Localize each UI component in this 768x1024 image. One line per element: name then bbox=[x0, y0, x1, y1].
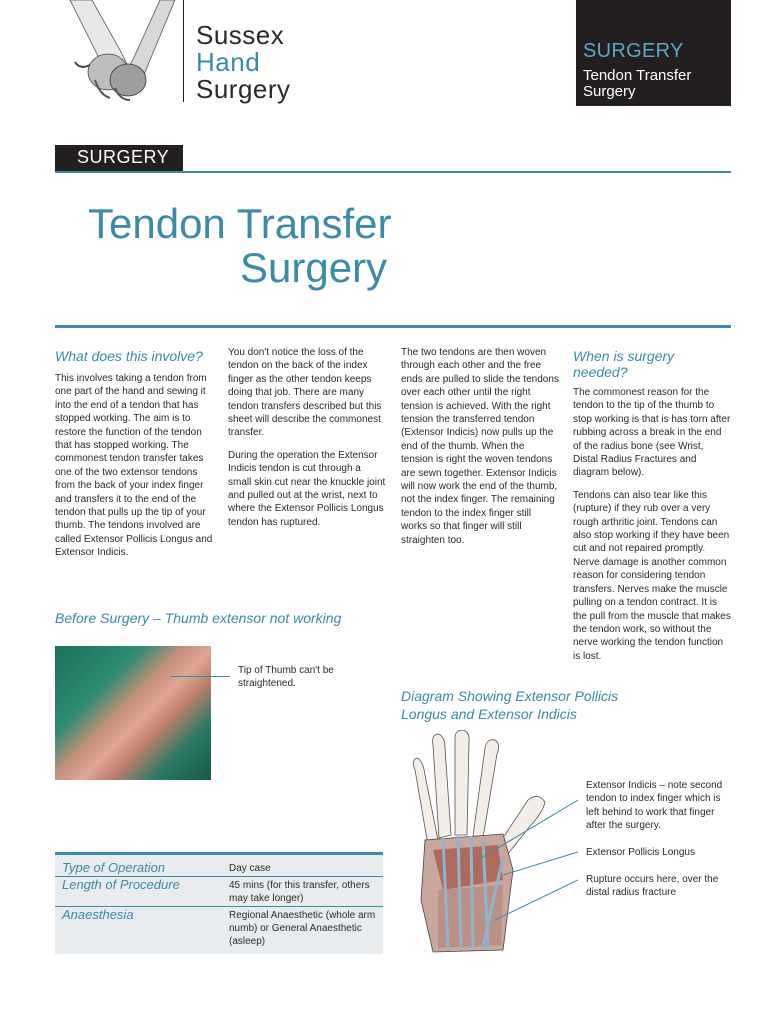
col2-paragraph-2: During the operation the Extensor Indicis tendon is cut through a small skin cut near the knuckle joint and pulled out at the wrist, next to where the Extensor Pollicis Longus tendon has ruptured. bbox=[228, 449, 386, 528]
table-top-bar bbox=[55, 852, 383, 855]
diagram-label-rupture: Rupture occurs here, over the distal radius fracture bbox=[586, 874, 719, 899]
column-1-body bbox=[55, 372, 213, 560]
logo-line-3: Surgery bbox=[196, 74, 291, 104]
table-label-type: Type of Operation bbox=[62, 860, 166, 875]
page-title bbox=[88, 202, 392, 290]
table-value-anaesthesia: Regional Anaesthetic (whole arm numb) or General Anaesthetic (asleep) bbox=[229, 910, 376, 947]
column-1 bbox=[55, 348, 213, 569]
photo-callout-label: Tip of Thumb can't be straightened. bbox=[238, 665, 334, 690]
page-title-line-1: Tendon Transfer bbox=[88, 200, 392, 247]
header-box bbox=[576, 0, 731, 106]
heading-before-surgery: Before Surgery – Thumb extensor not working bbox=[55, 610, 342, 626]
heading-what-involve: What does this involve? bbox=[55, 348, 203, 364]
header-title bbox=[583, 68, 691, 100]
photo-callout-line bbox=[170, 676, 230, 677]
col4-paragraph-2: Tendons can also tear like this (rupture) if they rub over a very rough arthritic joint. Tendons can also stop working if they have been cut and not repaired promptly. Nerve damage is another common reason for considering tendon transfers. Nerves make the muscle pulling on a tendon contract. It is the pull from the muscle that makes the tendon work, so without the nerve working the tendon function is lost. bbox=[573, 489, 731, 662]
heading-when-needed: When is surgery needed? bbox=[573, 348, 675, 380]
logo-divider bbox=[183, 0, 184, 102]
logo-hands-image bbox=[60, 0, 180, 102]
diagram-label-extensor-indicis: Extensor Indicis – note second tendon to index finger which is left behind to work that finger after the surgery. bbox=[586, 780, 723, 832]
title-rule bbox=[55, 325, 731, 328]
logo-text bbox=[196, 22, 291, 103]
diagram-label-epl: Extensor Pollicis Longus bbox=[586, 847, 695, 858]
table-value-length: 45 mins (for this transfer, others may take longer) bbox=[229, 880, 370, 904]
column-4-body bbox=[573, 386, 731, 663]
header-title-line-2: Surgery bbox=[583, 83, 636, 100]
column-3 bbox=[401, 346, 559, 556]
section-band bbox=[55, 145, 183, 172]
header-category: SURGERY bbox=[583, 40, 684, 62]
before-surgery-photo bbox=[55, 646, 211, 780]
heading-diagram bbox=[401, 687, 618, 723]
top-rule bbox=[55, 171, 731, 173]
section-band-label: SURGERY bbox=[77, 147, 170, 167]
column-2 bbox=[228, 346, 386, 538]
col1-paragraph-1: This involves taking a tendon from one part of the hand and sewing it into the end of a tendon that has stopped working. The aim is to restore the function of the tendon that has stopped working. The commonest tendon transfer takes one of the two extensor tendons from the back of your index finger and transfers it to the end of the tendon that pulls up the tip of your thumb. The tendons involved are called Extensor Pollicis Longus and Extensor Indicis. bbox=[55, 373, 213, 559]
heading-diagram-line-2: Longus and Extensor Indicis bbox=[401, 706, 577, 722]
hand-anatomy-diagram bbox=[403, 730, 578, 955]
table-label-anaesthesia: Anaesthesia bbox=[62, 907, 134, 922]
operation-info-table bbox=[55, 852, 383, 954]
table-value-type: Day case bbox=[229, 863, 271, 874]
column-4 bbox=[573, 348, 731, 672]
col3-paragraph-1: The two tendons are then woven through each other and the free ends are pulled to slide the tendons over each other until the right tension is achieved. With the right tension the transferred tendon (Extensor Indicis) now pulls up the end of the thumb. When the tension is right the woven tendons are sewn together. Extensor Indicis will now work the end of the thumb, not the index finger. The remaining tendon to the index finger still works so that finger will still straighten too. bbox=[401, 347, 559, 546]
col4-paragraph-1: The commonest reason for the tendon to the tip of the thumb to stop working is that is has torn after rubbing across a break in the end of the radius bone (see Wrist, Distal Radius Fractures and diagram below). bbox=[573, 387, 731, 479]
col2-paragraph-1: You don't notice the loss of the tendon on the back of the index finger as the other tendon keeps doing that job. There are many tendon transfers described but this sheet will describe the commonest transfer. bbox=[228, 347, 382, 439]
table-label-length: Length of Procedure bbox=[62, 877, 180, 892]
header-title-line-1: Tendon Transfer bbox=[583, 67, 692, 84]
page-title-line-2: Surgery bbox=[240, 244, 388, 291]
heading-diagram-line-1: Diagram Showing Extensor Pollicis bbox=[401, 688, 619, 704]
logo-line-1: Sussex bbox=[196, 20, 285, 50]
logo-line-2: Hand bbox=[196, 47, 261, 77]
